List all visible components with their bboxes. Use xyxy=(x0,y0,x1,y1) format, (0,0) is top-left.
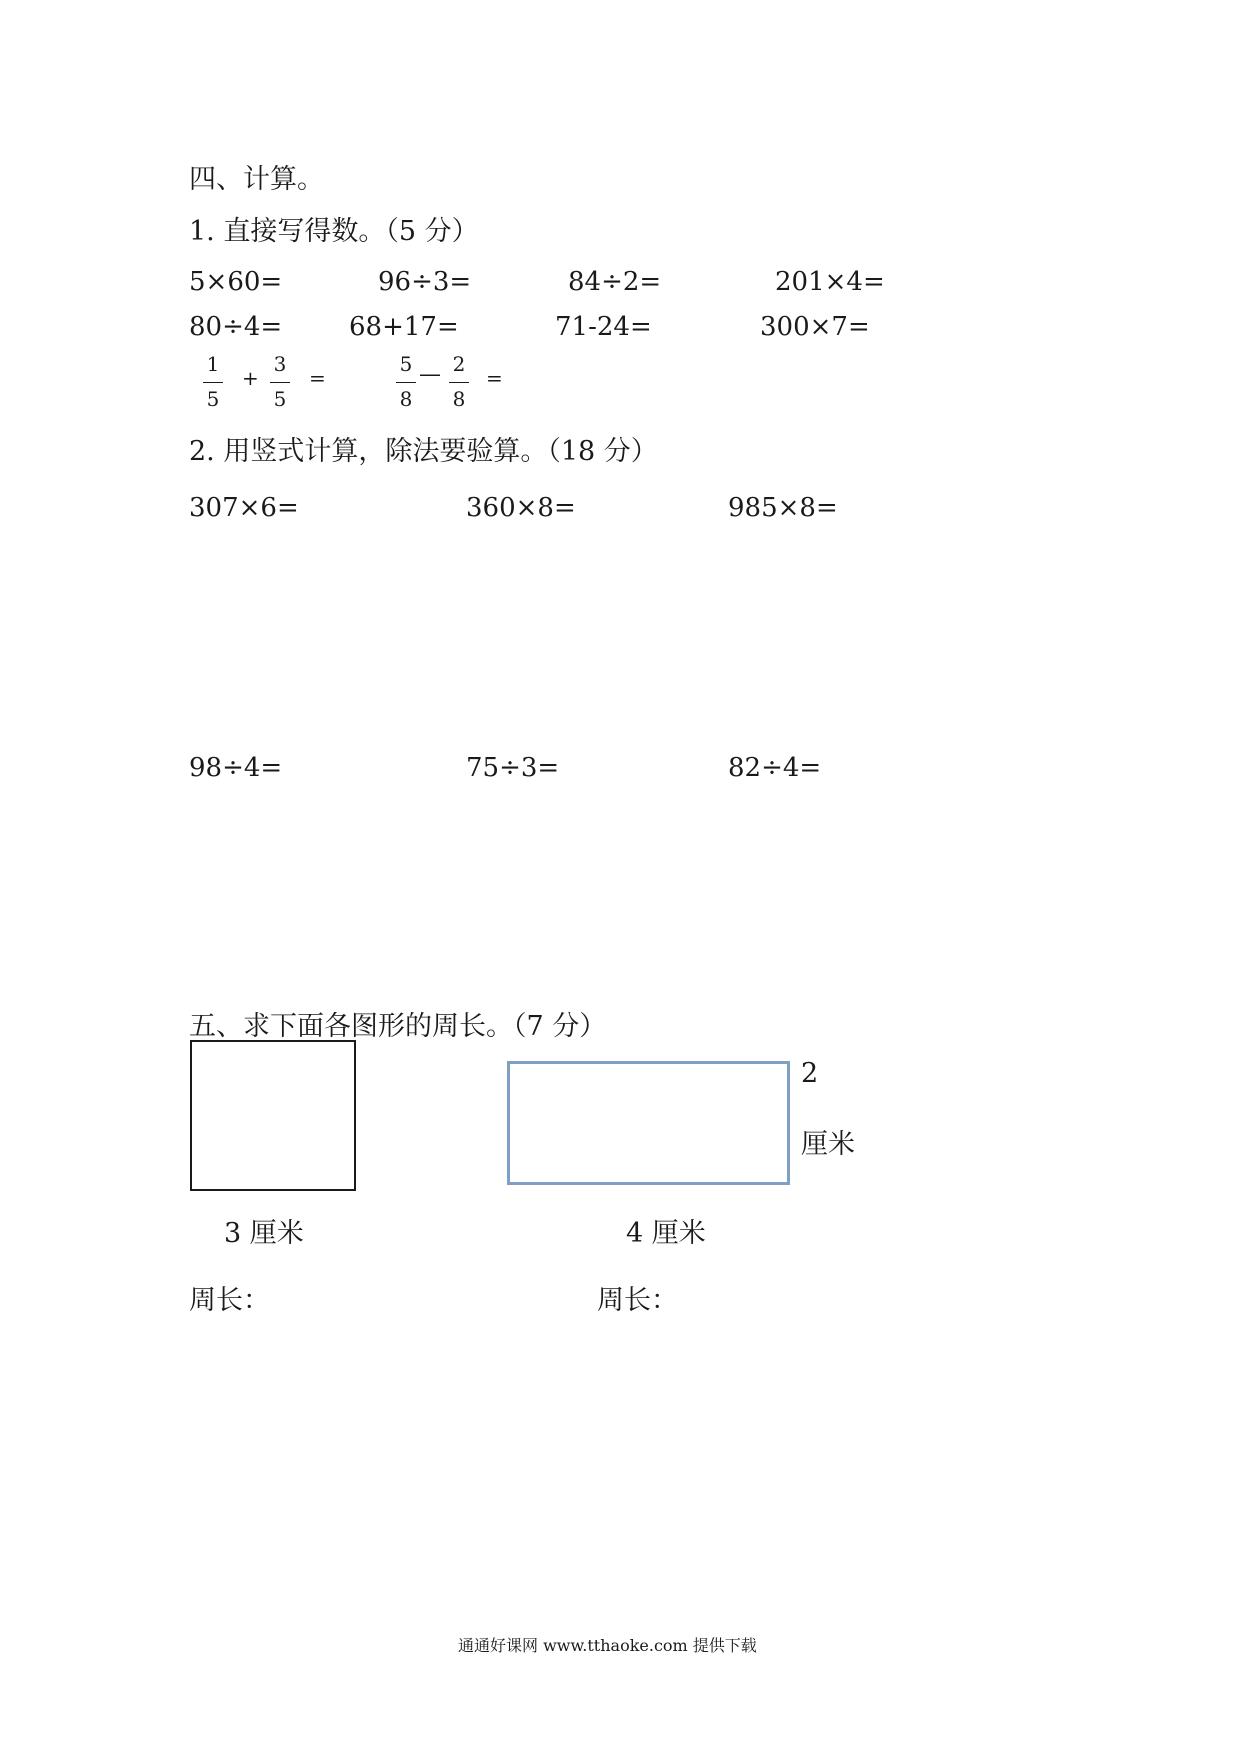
equals-sign: = xyxy=(309,366,326,390)
fraction-bar xyxy=(449,382,469,383)
fraction xyxy=(394,354,418,409)
minus-sign: — xyxy=(419,362,441,387)
fraction-bar xyxy=(270,382,290,383)
problem: 360×8= xyxy=(466,493,576,523)
fraction xyxy=(447,354,471,409)
problem: 985×8= xyxy=(728,493,838,523)
problem: 75÷3= xyxy=(466,753,560,783)
rectangle-height-value: 2 xyxy=(801,1058,819,1089)
square-figure xyxy=(190,1040,356,1191)
section-5-title: 五、求下面各图形的周长。（7 分） xyxy=(189,1011,607,1042)
fraction xyxy=(268,354,292,409)
rectangle-length-label: 4 厘米 xyxy=(626,1218,706,1249)
denominator: 5 xyxy=(206,387,220,411)
footer-text: 通通好课网 www.tthaoke.com 提供下载 xyxy=(458,1636,757,1655)
denominator: 8 xyxy=(399,387,413,411)
part-2-title: 2. 用竖式计算，除法要验算。（18 分） xyxy=(189,436,658,467)
numerator: 5 xyxy=(399,352,413,376)
problem: 98÷4= xyxy=(189,753,283,783)
problem: 84÷2= xyxy=(568,267,662,297)
problem: 5×60= xyxy=(189,267,283,297)
numerator: 2 xyxy=(452,352,466,376)
rectangle-height-unit: 厘米 xyxy=(801,1129,855,1160)
denominator: 8 xyxy=(452,387,466,411)
plus-sign: + xyxy=(242,366,259,390)
part-1-title: 1. 直接写得数。（5 分） xyxy=(189,216,479,247)
square-perimeter-label: 周长： xyxy=(189,1285,270,1316)
problem: 80÷4= xyxy=(189,312,283,342)
problem: 300×7= xyxy=(760,312,870,342)
fraction xyxy=(201,354,225,409)
problem: 96÷3= xyxy=(378,267,472,297)
problem: 307×6= xyxy=(189,493,299,523)
numerator: 1 xyxy=(206,352,220,376)
problem: 71-24= xyxy=(555,312,652,342)
denominator: 5 xyxy=(273,387,287,411)
rectangle-perimeter-label: 周长： xyxy=(597,1285,678,1316)
problem: 201×4= xyxy=(775,267,885,297)
problem: 68+17= xyxy=(349,312,459,342)
section-4-title: 四、计算。 xyxy=(189,164,324,195)
rectangle-figure xyxy=(507,1061,790,1185)
fraction-bar xyxy=(396,382,416,383)
problem: 82÷4= xyxy=(728,753,822,783)
square-side-label: 3 厘米 xyxy=(224,1218,304,1249)
equals-sign: = xyxy=(486,366,503,390)
numerator: 3 xyxy=(273,352,287,376)
fraction-bar xyxy=(203,382,223,383)
